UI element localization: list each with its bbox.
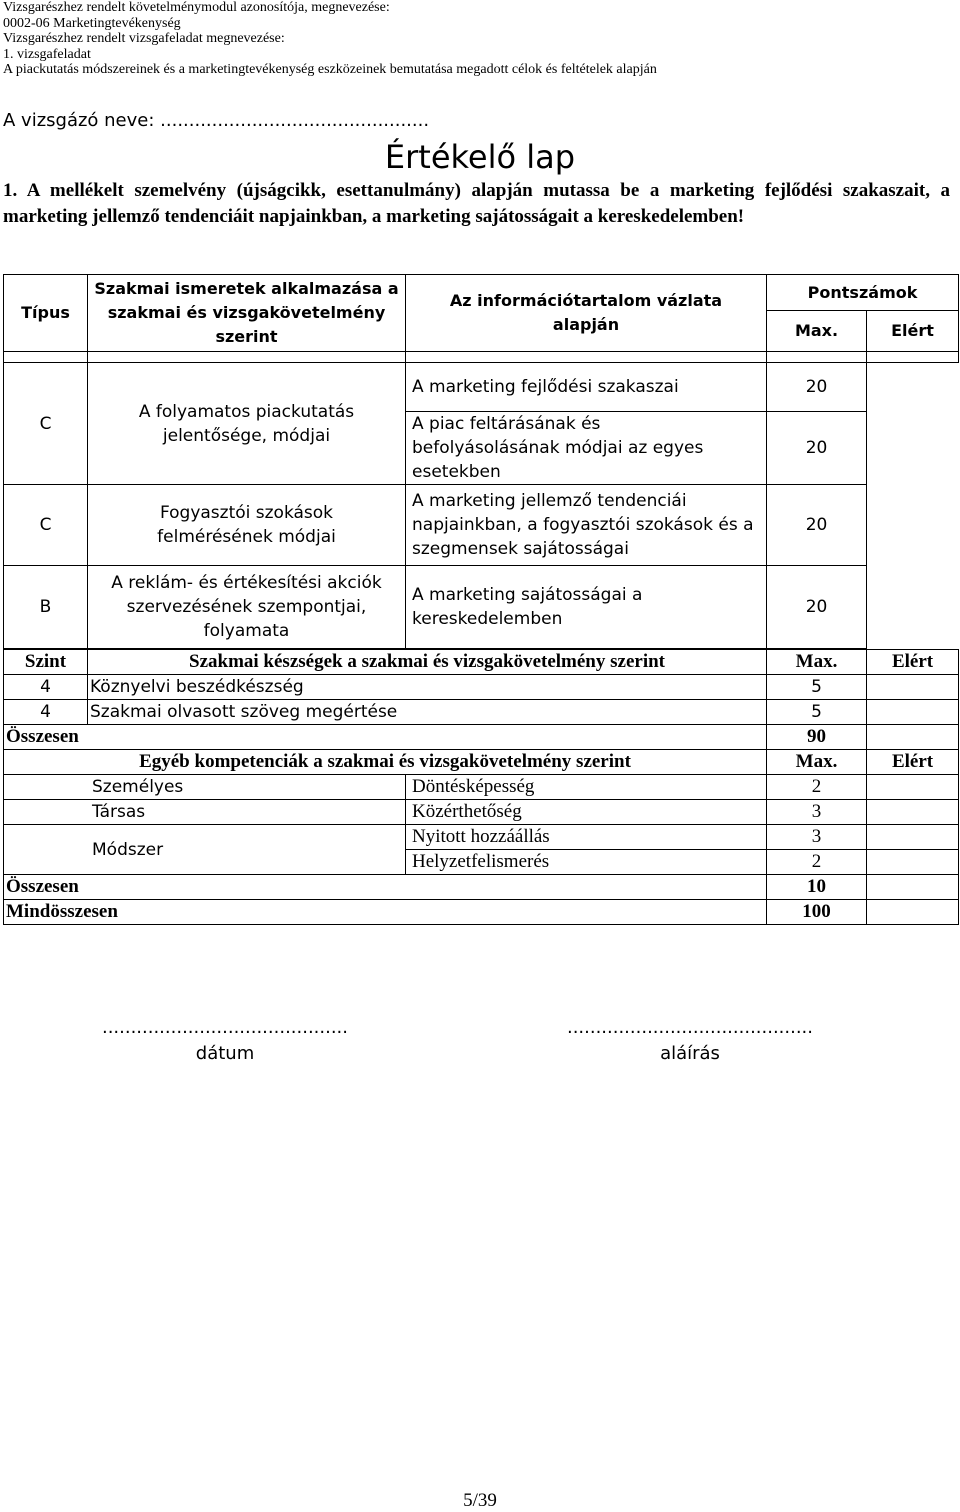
module-value: 0002-06 Marketingtevékenység <box>3 15 181 31</box>
max-cell: 20 <box>767 412 867 485</box>
table-row <box>4 566 959 649</box>
competency-cell: Döntésképesség <box>406 775 767 800</box>
type-cell: C <box>4 363 88 485</box>
other-competencies-header: Egyéb kompetenciák a szakmai és vizsgakövetelmény szerint <box>4 750 767 775</box>
table-row <box>4 485 959 566</box>
skills-elert-label: Elért <box>867 650 959 675</box>
page-title: Értékelő lap <box>384 138 576 176</box>
candidate-name-line: A vizsgázó neve: ............................................... <box>3 110 430 131</box>
table-header-row <box>4 275 959 311</box>
skills-header-row <box>4 650 959 675</box>
topic-cell: A marketing sajátosságai a kereskedelemben <box>406 566 767 649</box>
skills-max-label: Max. <box>767 650 867 675</box>
osszesen-label: Összesen <box>4 875 767 900</box>
max-cell: 3 <box>767 825 867 850</box>
elert-cell[interactable] <box>867 675 959 700</box>
document-header <box>3 0 657 78</box>
date-signature-block <box>75 1015 375 1067</box>
skill-name-cell: Szakmai olvasott szöveg megértése <box>88 700 767 725</box>
subtotal-row <box>4 725 959 750</box>
level-cell: 4 <box>4 700 88 725</box>
max-cell: 20 <box>767 485 867 566</box>
max-cell: 5 <box>767 700 867 725</box>
mindosszesen-value: 100 <box>767 900 867 925</box>
other-elert-label: Elért <box>867 750 959 775</box>
spacer-row <box>4 352 959 363</box>
evaluation-table <box>3 274 959 925</box>
col-elert: Elért <box>867 311 959 352</box>
type-cell: B <box>4 566 88 649</box>
competency-cell: Közérthetőség <box>406 800 767 825</box>
col-tipus: Típus <box>4 275 88 352</box>
table-row <box>4 800 959 825</box>
subtotal-row <box>4 875 959 900</box>
elert-cell[interactable] <box>867 850 959 875</box>
table-row <box>4 825 959 850</box>
table-row <box>4 363 959 412</box>
task-text: 1. A mellékelt szemelvény (újságcikk, esettanulmány) alapján mutassa be a marketing fejlődési szakaszait, a marketing jellemző tendenciáit napjainkban, a marketing sajátosságait a kereskedelemben! <box>3 180 950 227</box>
skill-name-cell: Köznyelvi beszédkészség <box>88 675 767 700</box>
skill-cell: A reklám- és értékesítési akciók szervezésének szempontjai, folyamata <box>88 566 406 649</box>
max-cell: 3 <box>767 800 867 825</box>
group-cell: Személyes <box>4 775 406 800</box>
szint-label: Szint <box>4 650 88 675</box>
topic-cell: A piac feltárásának és befolyásolásának módjai az egyes esetekben <box>406 412 767 485</box>
skills-header: Szakmai készségek a szakmai és vizsgakövetelmény szerint <box>88 650 767 675</box>
competency-cell: Helyzetfelismerés <box>406 850 767 875</box>
mindosszesen-label: Mindösszesen <box>4 900 767 925</box>
date-label: dátum <box>195 1043 255 1064</box>
elert-cell[interactable] <box>867 825 959 850</box>
total-row <box>4 900 959 925</box>
table-row <box>4 775 959 800</box>
group-cell: Társas <box>4 800 406 825</box>
other-max-label: Max. <box>767 750 867 775</box>
task-description: A piackutatás módszereinek és a marketingtevékenység eszközeinek bemutatása megadott célok és feltételek alapján <box>3 62 657 78</box>
max-cell: 20 <box>767 363 867 412</box>
elert-cell[interactable] <box>867 875 959 900</box>
max-cell: 20 <box>767 566 867 649</box>
osszesen-value: 90 <box>767 725 867 750</box>
osszesen-label: Összesen <box>4 725 767 750</box>
level-cell: 4 <box>4 675 88 700</box>
sign-signature-block <box>540 1015 840 1067</box>
col-max: Max. <box>767 311 867 352</box>
sign-label: aláírás <box>660 1043 720 1064</box>
topic-cell: A marketing fejlődési szakaszai <box>406 363 767 412</box>
elert-cell[interactable] <box>867 725 959 750</box>
elert-cell[interactable] <box>867 700 959 725</box>
elert-cell[interactable] <box>867 775 959 800</box>
table-row <box>4 675 959 700</box>
elert-blank <box>867 363 959 650</box>
topic-cell: A marketing jellemző tendenciái napjainkban, a fogyasztói szokások és a szegmensek sajátosságai <box>406 485 767 566</box>
col-szakmai: Szakmai ismeretek alkalmazása a szakmai és vizsgakövetelmény szerint <box>88 275 406 352</box>
type-cell: C <box>4 485 88 566</box>
task-label: Vizsgarészhez rendelt vizsgafeladat megnevezése: <box>3 31 285 47</box>
module-label: Vizsgarészhez rendelt követelménymodul azonosítója, megnevezése: <box>3 0 390 15</box>
max-cell: 2 <box>767 775 867 800</box>
max-cell: 5 <box>767 675 867 700</box>
table-row <box>4 700 959 725</box>
other-competencies-header-row <box>4 750 959 775</box>
osszesen-value: 10 <box>767 875 867 900</box>
col-pontszamok: Pontszámok <box>767 275 959 311</box>
col-info: Az információtartalom vázlata alapján <box>406 275 767 352</box>
elert-cell[interactable] <box>867 800 959 825</box>
task-value: 1. vizsgafeladat <box>3 46 91 62</box>
competency-cell: Nyitott hozzáállás <box>406 825 767 850</box>
skill-cell: Fogyasztói szokások felmérésének módjai <box>88 485 406 566</box>
sign-dots: ........................................... <box>566 1017 814 1038</box>
page-number: 5/39 <box>463 1490 497 1511</box>
group-cell: Módszer <box>4 825 406 875</box>
skill-cell: A folyamatos piackutatás jelentősége, módjai <box>88 363 406 485</box>
elert-cell[interactable] <box>867 900 959 925</box>
date-dots: ........................................... <box>101 1017 349 1038</box>
max-cell: 2 <box>767 850 867 875</box>
